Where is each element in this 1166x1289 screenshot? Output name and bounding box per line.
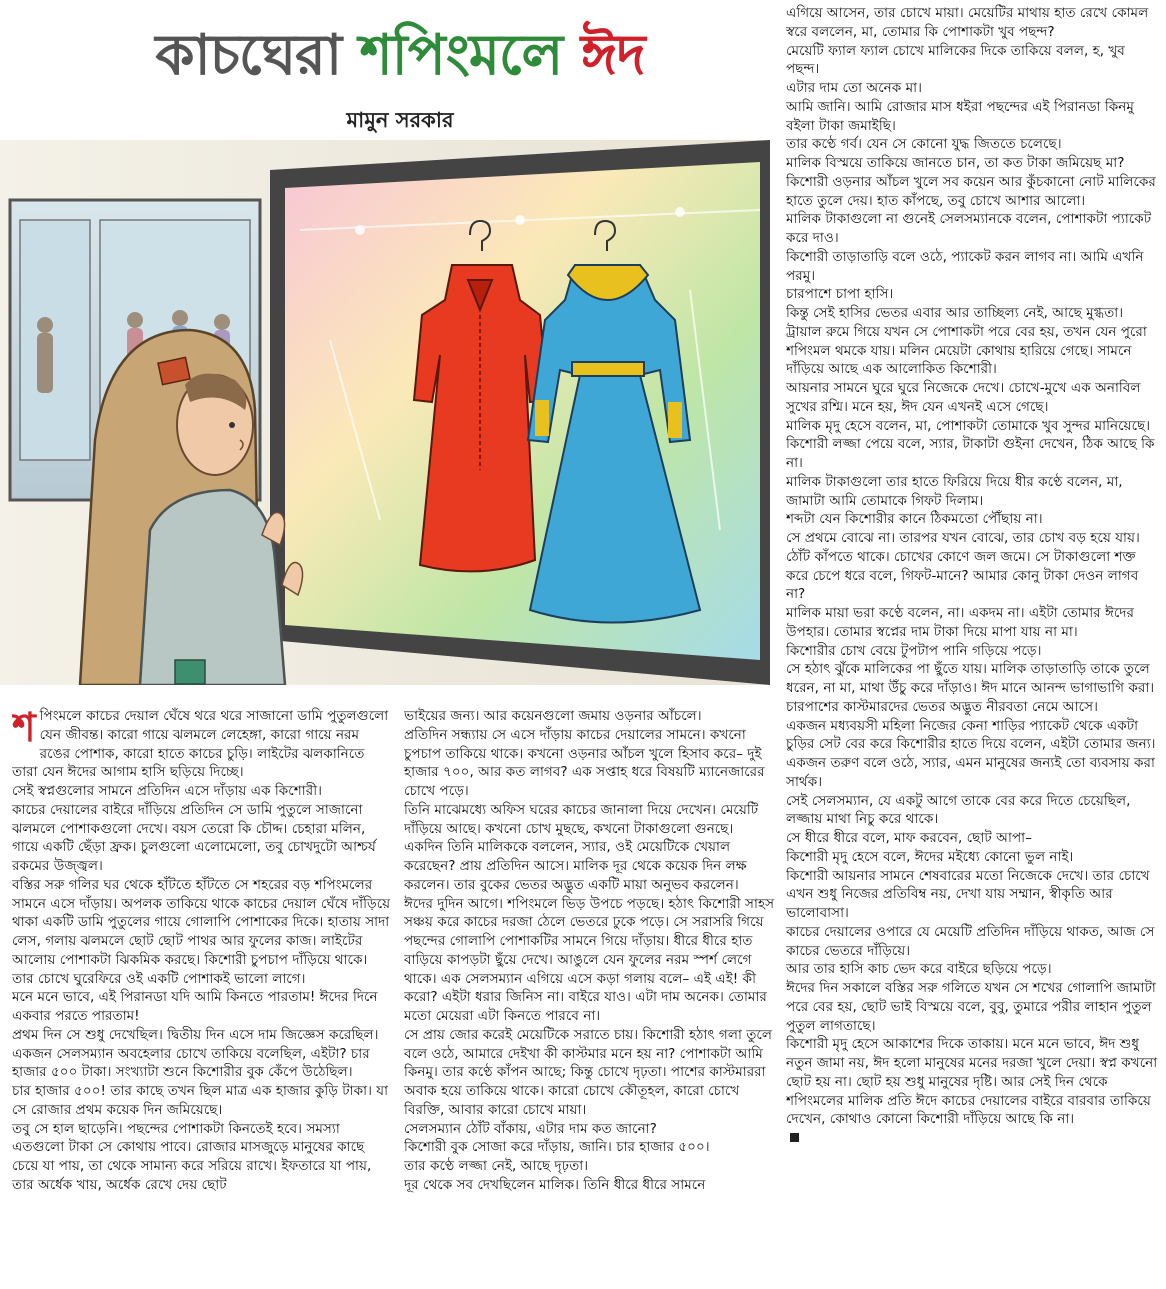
paragraph: কিশোরী আয়নার সামনে শেষবারের মতো নিজেকে দেখে। তার চোখে এখন শুধু নিজের প্রতিবিম্ব নয়, দেখা যায় সম্মান, স্বীকৃতি আর ভালোবাসা। — [786, 867, 1150, 921]
paragraph: ঈদের দিন সকালে বস্তির সরু গলিতে যখন সে শখের গোলাপি জামাটা পরে বের হয়, ছোট ভাই বিস্ময়ে বলে, বুবু, তুমারে পরীর লাহান পুতুল পুতুল লাগতাছে। — [786, 980, 1156, 1034]
paragraph: আর তার হাসি কাচ ভেদ করে বাইরে ছড়িয়ে পড়ে। — [786, 961, 1052, 978]
paragraph: একজন তরুণ বলে ওঠে, স্যার, এমন মানুষের জন্যই তো ব্যবসায় করা সার্থক। — [786, 755, 1155, 790]
paragraph: কিশোরী মৃদু হেসে আকাশের দিকে তাকায়। মনে মনে ভাবে, ঈদ শুধু নতুন জামা নয়, ঈদ হলো মানুষের মনের দরজা খুলে দেয়া। স্বপ্ন কখনো ছোট হয় না। ছোট হয় শুধু মানুষের দৃষ্টি। আর সেই দিন থেকে শপিংমলের মালিক প্রতি ঈদে কাচের দেয়ালের বাইরে বারবার তাকিয়ে দেখেন, কোথাও কোনো কিশোরী দাঁড়িয়ে আছে কি না। — [786, 1036, 1158, 1128]
paragraph: মালিক টাকাগুলো না গুনেই সেলসম্যানকে বলেন, পোশাকটা প্যাকেট করে দাও। — [786, 211, 1152, 246]
headline-part-3: ঈদ — [580, 23, 645, 88]
paragraph: এটার দাম তো অনেক মা। — [786, 80, 922, 96]
paragraph: চার হাজার ৫০০! তার কাছে তখন ছিল মাত্র এক হাজার কুড়ি টাকা। যা সে রোজার প্রথম কয়েক দিন জমিয়েছে। — [12, 1083, 389, 1118]
paragraph: ট্রায়াল রুমে গিয়ে যখন সে পোশাকটা পরে বের হয়, তখন যেন পুরো শপিংমল থমকে যায়। মলিন মেয়েটা কোথায় হারিয়ে গেছে। সামনে দাঁড়িয়ে আছে এক আলোকিত কিশোরী। — [786, 323, 1147, 378]
paragraph: কিশোরীর চোখ বেয়ে টুপটাপ পানি গড়িয়ে পড়ে। — [786, 642, 1042, 659]
paragraph: তার কণ্ঠে লজ্জা নেই, আছে দৃঢ়তা। — [404, 1158, 589, 1174]
paragraph: তিনি মাঝেমধ্যে অফিস ঘরের কাচের জানালা দিয়ে দেখেন। মেয়েটি দাঁড়িয়ে আছে। কখনো চোখ মুছছে, কখনো টাকাগুলো গুনছে। একদিন তিনি মালিককে বললেন, স্যার, ওই মেয়েটিকে খেয়াল করেছেন? প্রায় প্রতিদিন আসে। মালিক দূর থেকে কয়েক দিন লক্ষ করলেন। তার বুকের ভেতর অদ্ভুত একটি মায়া অনুভব করলেন। — [404, 801, 759, 893]
end-mark-icon — [790, 1133, 799, 1142]
article-column-3 — [786, 4, 1158, 1280]
paragraph-1: শপিংমলে কাচের দেয়াল ঘেঁষে থরে থরে সাজানো ডামি পুতুলগুলো যেন জীবন্ত। কারো গায়ে ঝলমলে লেহেঙ্গা, কারো গায়ে নরম রঙের পোশাক, কারো হাতে কাচের চুড়ি। লাইটের ঝলকানিতে তারা যেন ঈদের আগাম হাসি ছড়িয়ে দিচ্ছে। — [12, 707, 389, 781]
paragraph: মালিক বিস্ময়ে তাকিয়ে জানতে চান, তা কত টাকা জমিয়েছ মা? — [786, 155, 1125, 171]
headline-part-2: শপিংমলে — [359, 23, 581, 88]
drop-cap: শ — [12, 707, 36, 751]
paragraph: সে হঠাৎ ঝুঁকে মালিকের পা ছুঁতে যায়। মালিক তাড়াতাড়ি তাকে তুলে ধরেন, না মা, মাথা উঁচু করে দাঁড়াও। ঈদ মানে আনন্দ ভাগাভাগি করা। — [786, 661, 1155, 696]
headline — [40, 10, 760, 102]
paragraph: শব্দটা যেন কিশোরীর কানে ঠিকমতো পৌঁছায় না। — [786, 511, 1043, 528]
paragraph: কাচের দেয়ালের বাইরে দাঁড়িয়ে প্রতিদিন সে ডামি পুতুলে সাজানো ঝলমলে পোশাকগুলো দেখে। বয়স তেরো কি চৌদ্দ। চেহারা মলিন, গায়ে একটি ছেঁড়া ফ্রক। চুলগুলো এলোমেলো, তবু চোখদুটো আশ্চর্য রকমের উজ্জ্বল। — [12, 801, 376, 874]
paragraph: কিশোরী বুক সোজা করে দাঁড়ায়, জানি। চার হাজার ৫০০। — [404, 1139, 710, 1156]
paragraph: আমি জানি। আমি রোজার মাস ধইরা পছন্দের এই পিরানডা কিনমু বইলা টাকা জমাইছি। — [786, 98, 1134, 134]
paragraph: মালিক টাকাগুলো তার হাতে ফিরিয়ে দিয়ে ধীর কণ্ঠে বলেন, মা, জামাটা আমি তোমাকে গিফট দিলাম। — [786, 473, 1123, 509]
paragraph: সেই স্বপ্নগুলোর সামনে প্রতিদিন এসে দাঁড়ায় এক কিশোরী। — [12, 783, 322, 799]
author-byline: মামুন সরকার — [346, 108, 454, 132]
paragraph: কিশোরী মৃদু হেসে বলে, ঈদের মইধ্যে কোনো ভুল নাই। — [786, 848, 1074, 865]
paragraph: কাচের দেয়ালের ওপারে যে মেয়েটি প্রতিদিন দাঁড়িয়ে থাকত, আজ সে কাচের ভেতরে দাঁড়িয়ে। — [786, 923, 1155, 959]
paragraph: চারপাশের কাস্টমারদের ভেতর অদ্ভুত নীরবতা নেমে আসে। — [786, 698, 1098, 715]
article-column-1 — [12, 707, 392, 1279]
paragraph: একজন মধ্যবয়সী মহিলা নিজের কেনা শাড়ির প্যাকেট থেকে একটা চুড়ির সেট বের করে কিশোরীর হাতে দিয়ে বলেন, এইটা তোমার জন্য। — [786, 717, 1156, 753]
paragraph: প্রথম দিন সে শুধু দেখেছিল। দ্বিতীয় দিন এসে দাম জিজ্ঞেস করেছিল। একজন সেলসম্যান অবহেলার চোখে তাকিয়ে বলেছিল, এইটা? চার হাজার ৫০০ টাকা। সংখ্যাটা শুনে কিশোরীর বুক কেঁপে উঠেছিল। — [12, 1026, 379, 1081]
paragraph: কিশোরী ওড়নার আঁচল খুলে সব কয়েন আর কুঁচকানো নোট মালিকের হাতে তুলে দেয়। হাত কাঁপছে, তবু চোখে আশার আলো। — [786, 173, 1156, 209]
final-paragraph — [786, 1129, 1158, 1148]
red-dress — [414, 265, 548, 571]
paragraph: ঈদের দুদিন আগে। শপিংমলে ভিড় উপচে পড়ছে। হঠাৎ কিশোরী সাহস সঞ্চয় করে কাচের দরজা ঠেলে ভেতরে ঢুকে পড়ে। সে সরাসরি গিয়ে পছন্দের গোলাপি পোশাকটির সামনে গিয়ে দাঁড়ায়। ধীরে ধীরে হাত বাড়িয়ে কাপড়টা ছুঁয়ে দেখে। আঙুলে যেন ফুলের নরম স্পর্শ লেগে থাকে। এক সেলসম্যান এগিয়ে এসে কড়া গলায় বলে– এই এই! কী করো? এইটা ধরার জিনিস না। বাইরে যাও। এটা দাম অনেক। তোমার মতো মেয়েরা এটা কিনতে পারবে না। — [404, 895, 775, 1024]
paragraph: সে ধীরে ধীরে বলে, মাফ করবেন, ছোট আপা– — [786, 830, 1032, 846]
paragraph: তার কণ্ঠে গর্ব। যেন সে কোনো যুদ্ধ জিততে চলেছে। — [786, 136, 1062, 153]
paragraph: সেলসম্যান ঠোঁট বাঁকায়, এটার দাম কত জানো? — [404, 1120, 657, 1137]
paragraph: বস্তির সরু গলির ঘর থেকে হাঁটতে হাঁটতে সে শহরের বড় শপিংমলের সামনে এসে দাঁড়ায়। অপলক তাকিয়ে থাকে কাচের দেয়াল ঘেঁষে দাঁড়িয়ে থাকা একটি ডামি পুতুলের গায়ে গোলাপি পোশাকের দিকে। হাতায় সাদা লেস, গলায় ঝলমলে ছোট ছোট পাথর আর ফুলের কাজ। লাইটের আলোয় পোশাকটা ঝিকমিক করছে। কিশোরী চুপচাপ দাঁড়িয়ে থাকে। তার চোখে ঘুরেফিরে ওই একটি পোশাকই ভালো লাগে। — [12, 876, 391, 987]
girl-at-shop-window-illustration — [0, 140, 770, 685]
paragraph: চারপাশে চাপা হাসি। — [786, 286, 894, 303]
paragraph: সে প্রায় জোর করেই মেয়েটিকে সরাতে চায়। কিশোরী হঠাৎ গলা তুলে বলে ওঠে, আমারে দেইখা কী কাস্টমার মনে হয় না? পোশাকটা আমি কিনমু। তার কণ্ঠে কাঁপন আছে; কিন্তু চোখে দৃঢ়তা। পাশের কাস্টমাররা অবাক হয়ে তাকিয়ে থাকে। কারো চোখে কৌতূহল, কারো চোখে বিরক্তি, আবার কারো চোখে মায়া। — [404, 1026, 773, 1118]
paragraph: এগিয়ে আসেন, তার চোখে মায়া। মেয়েটির মাথায় হাত রেখে কোমল স্বরে বললেন, মা, তোমার কি পোশাকটা খুব পছন্দ? — [786, 5, 1149, 40]
paragraph: কিশোরী লজ্জা পেয়ে বলে, স্যার, টাকাটা গুইনা দেখেন, ঠিক আছে কি না। — [786, 436, 1155, 471]
paragraph: প্রতিদিন সন্ধ্যায় সে এসে দাঁড়ায় কাচের দেয়ালের সামনে। কখনো চুপচাপ তাকিয়ে থাকে। কখনো ওড়নার আঁচল খুলে হিসাব করে– দুই হাজার ৭০০, আর কত লাগব? এক সপ্তাহ ধরে বিষয়টি ম্যানেজারের চোখে পড়ে। — [404, 726, 765, 799]
paragraph: আয়নার সামনে ঘুরে ঘুরে নিজেকে দেখে। চোখে-মুখে এক অনাবিল সুখের রশ্মি। মনে হয়, ঈদ যেন এখনই এসে গেছে। — [786, 380, 1141, 415]
paragraph: দূর থেকে সব দেখছিলেন মালিক। তিনি ধীরে ধীরে সামনে — [404, 1176, 706, 1193]
paragraph: সেই সেলসম্যান, যে একটু আগে তাকে বের করে দিতে চেয়েছিল, লজ্জায় মাথা নিচু করে থাকে। — [786, 792, 1131, 828]
headline-part-1: কাচঘেরা — [155, 23, 360, 88]
paragraph: তবু সে হাল ছাড়েনি। পছন্দের পোশাকটা কিনতেই হবে। সমস্যা এতগুলো টাকা সে কোথায় পাবে। রোজার মাসজুড়ে মানুষের কাছে চেয়ে যা পায়, তা থেকে সামান্য করে সরিয়ে রাখে। ইফতারে যা পায়, তার অর্ধেক খায়, অর্ধেক রেখে দেয় ছোট — [12, 1120, 372, 1193]
paragraph: সে প্রথমে বোঝে না। তারপর যখন বোঝে, তার চোখ বড় হয়ে যায়। ঠোঁট কাঁপতে থাকে। চোখের কোণে জল জমে। সে টাকাগুলো শক্ত করে চেপে ধরে বলে, গিফট-মানে? আমার কোনু টাকা দেওন লাগব না? — [786, 530, 1140, 603]
paragraph: মেয়েটি ফ্যাল ফ্যাল চোখে মালিকের দিকে তাকিয়ে বলল, হ, খুব পছন্দ। — [786, 42, 1125, 78]
paragraph: ভাইয়ের জন্য। আর কয়েনগুলো জমায় ওড়নার আঁচলে। — [404, 708, 702, 724]
paragraph: মালিক মায়া ভরা কণ্ঠে বলেন, না। একদম না। এইটা তোমার ঈদের উপহার। তোমার স্বপ্নের দাম টাকা দিয়ে মাপা যায় না মা। — [786, 605, 1134, 640]
paragraph: মালিক মৃদু হেসে বলেন, মা, পোশাকটা তোমাকে খুব সুন্দর মানিয়েছে। — [786, 417, 1151, 434]
paragraph: কিন্তু সেই হাসির ভেতর এবার আর তাচ্ছিল্য নেই, আছে মুগ্ধতা। — [786, 305, 1124, 321]
paragraph: মনে মনে ভাবে, এই পিরানডা যদি আমি কিনতে পারতাম! ঈদের দিনে একবার পরতে পারতাম! — [12, 989, 378, 1024]
article-column-2 — [404, 707, 776, 1279]
paragraph: কিশোরী তাড়াতাড়ি বলে ওঠে, প্যাকেট করন লাগব না। আমি এখনি পরমু। — [786, 248, 1144, 284]
